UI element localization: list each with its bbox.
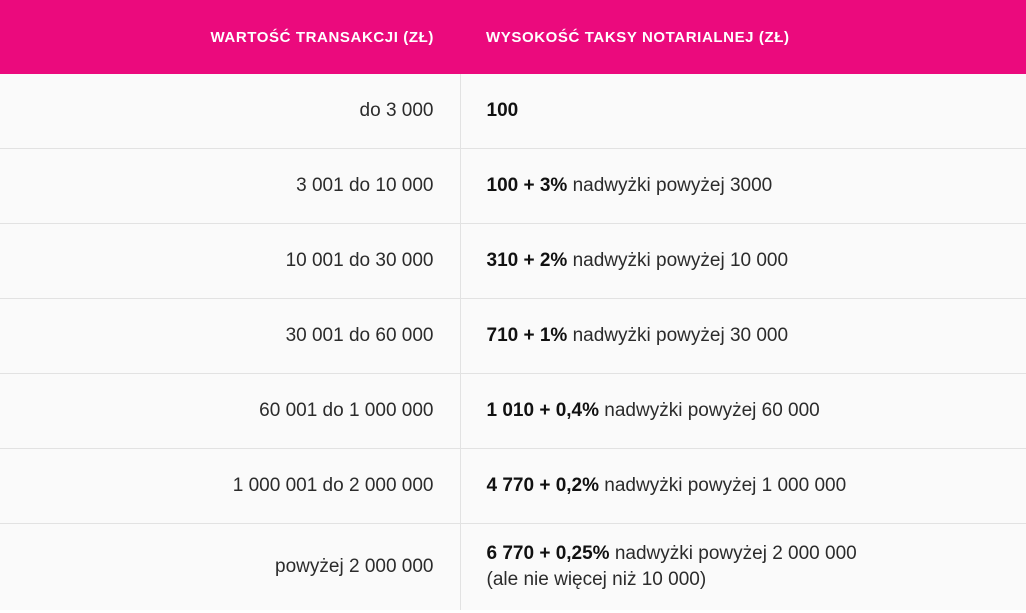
column-header-notary-fee: WYSOKOŚĆ TAKSY NOTARIALNEJ (ZŁ) (460, 0, 1026, 74)
cell-notary-fee (460, 524, 1026, 611)
fee-note: (ale nie więcej niż 10 000) (486, 569, 707, 590)
column-header-transaction-value: WARTOŚĆ TRANSAKCJI (ZŁ) (0, 0, 460, 74)
fee-description: nadwyżki powyżej 1 000 000 (599, 475, 847, 497)
fee-amount: 100 (486, 100, 519, 122)
cell-transaction-range: 10 001 do 30 000 (0, 224, 460, 299)
fee-amount: 4 770 + 0,2% (486, 475, 600, 497)
cell-transaction-range: 60 001 do 1 000 000 (0, 374, 460, 449)
cell-transaction-range: powyżej 2 000 000 (0, 524, 460, 611)
fee-amount: 1 010 + 0,4% (486, 400, 600, 422)
fee-description: nadwyżki powyżej 3000 (567, 175, 773, 197)
table-row (0, 374, 1026, 449)
cell-notary-fee (460, 149, 1026, 224)
fee-description: nadwyżki powyżej 30 000 (567, 325, 789, 347)
cell-notary-fee (460, 299, 1026, 374)
cell-notary-fee (460, 449, 1026, 524)
cell-transaction-range: 3 001 do 10 000 (0, 149, 460, 224)
cell-notary-fee (460, 224, 1026, 299)
fee-amount: 6 770 + 0,25% (486, 543, 610, 565)
cell-notary-fee (460, 74, 1026, 149)
table-row (0, 299, 1026, 374)
fee-amount: 710 + 1% (486, 325, 568, 347)
table-row (0, 524, 1026, 611)
fee-amount: 310 + 2% (486, 250, 568, 272)
table-body (0, 74, 1026, 610)
table-header-row (0, 0, 1026, 74)
fee-description: nadwyżki powyżej 60 000 (599, 400, 820, 422)
table-row (0, 224, 1026, 299)
cell-transaction-range: do 3 000 (0, 74, 460, 149)
table-row (0, 74, 1026, 149)
table-row (0, 449, 1026, 524)
table-header (0, 0, 1026, 74)
table-row (0, 149, 1026, 224)
fee-description: nadwyżki powyżej 10 000 (567, 250, 789, 272)
fee-description: nadwyżki powyżej 2 000 000 (609, 543, 857, 565)
cell-transaction-range: 1 000 001 do 2 000 000 (0, 449, 460, 524)
cell-notary-fee (460, 374, 1026, 449)
cell-transaction-range: 30 001 do 60 000 (0, 299, 460, 374)
fee-amount: 100 + 3% (486, 175, 568, 197)
